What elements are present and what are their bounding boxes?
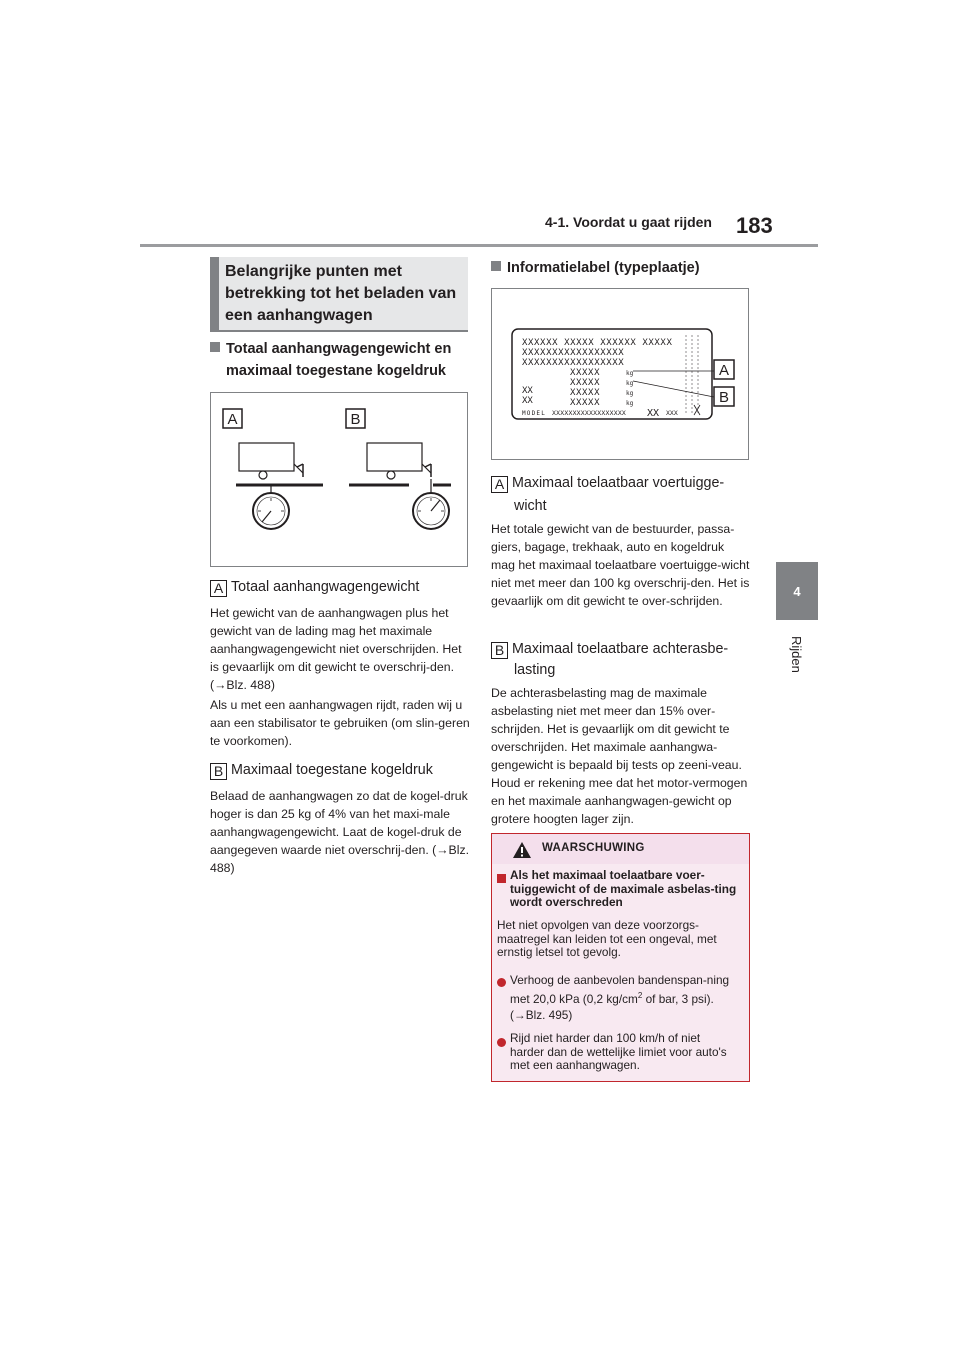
right-heading-text: Informatielabel (typeplaatje) bbox=[507, 260, 700, 276]
plate-kg-unit-3: kg bbox=[626, 390, 634, 397]
bullet-dot-icon bbox=[497, 1038, 506, 1047]
left-item-b-title: Maximaal toegestane kogeldruk bbox=[231, 762, 433, 778]
section-title: Belangrijke punten met betrekking tot het beladen van een aanhangwagen bbox=[225, 263, 457, 324]
plate-model-tail: XXX bbox=[666, 409, 678, 417]
info-label-figure bbox=[491, 288, 749, 460]
plate-row-1: XXXXXX XXXXX XXXXXX XXXXX bbox=[522, 338, 673, 348]
trailer-weight-figure bbox=[210, 392, 468, 567]
warning-body bbox=[492, 864, 749, 1081]
warning-bullet-1-text-b: of bar, 3 psi). (→Blz. 495) bbox=[510, 991, 714, 1022]
item-label-a: A bbox=[491, 476, 508, 493]
left-item-b-text: Belaad de aanhangwagen zo dat de kogel-druk hoger is dan 25 kg of 4% van het maxi-male aanhangwagengewicht. Laat de kogel-druk de aangegeven waarde niet overschrij-den. (→Blz. 488) bbox=[210, 789, 470, 875]
plate-left-code-2: XX bbox=[522, 396, 533, 406]
figure-label-b: B bbox=[350, 411, 361, 428]
warning-bullet-2 bbox=[497, 1032, 737, 1073]
left-item-b-title-row bbox=[210, 759, 472, 781]
left-item-a-title: Totaal aanhangwagengewicht bbox=[231, 579, 420, 595]
warning-heading: Als het maximaal toelaatbare voer-tuiggewicht of de maximale asbelas-ting wordt overschreden bbox=[510, 868, 737, 909]
right-item-b-text: De achterasbelasting mag de maximale asbelasting niet met meer dan 15% over-schrijden. Het is gevaarlijk om dit gewicht te overschrijden. Het maximale aanhangwa-gengewicht is bepaald bij tests op zeeni-veau. Houd er rekening mee dat het motor-vermogen en het maximale aanhangwagen-gewicht op grotere hoogten lager zijn. bbox=[491, 686, 748, 826]
chapter-tab bbox=[776, 562, 818, 620]
type-plate-diagram bbox=[492, 289, 748, 459]
plate-kg-unit-1: kg bbox=[626, 370, 634, 377]
right-item-b-title-line2: lasting bbox=[514, 662, 556, 678]
plate-kg-unit-4: kg bbox=[626, 400, 634, 407]
warning-box bbox=[491, 833, 750, 1082]
warning-title: WAARSCHUWING bbox=[542, 842, 645, 854]
plate-kg-unit-2: kg bbox=[626, 380, 634, 387]
plate-row-3: XXXXXXXXXXXXXXXXX bbox=[522, 358, 625, 368]
right-item-a-title-line1: Maximaal toelaatbaar voertuigge- bbox=[512, 475, 725, 491]
header-rule bbox=[140, 244, 818, 247]
item-label-b: B bbox=[210, 763, 227, 780]
plate-kg-row-3: XXXXX bbox=[570, 388, 601, 398]
right-item-a-title-line2: wicht bbox=[514, 498, 547, 514]
running-header-section: 4-1. Voordat u gaat rijden bbox=[545, 214, 712, 230]
left-heading bbox=[210, 338, 472, 382]
section-title-underline bbox=[210, 330, 468, 332]
plate-kg-row-2: XXXXX bbox=[570, 378, 601, 388]
chapter-label-container bbox=[778, 636, 818, 706]
chapter-label: Rijden bbox=[789, 636, 804, 673]
plate-kg-row-1: XXXXX bbox=[570, 368, 601, 378]
section-title-box bbox=[210, 257, 468, 331]
trailer-b-drawing bbox=[349, 443, 451, 529]
plate-row-2: XXXXXXXXXXXXXXXXX bbox=[522, 348, 625, 358]
chapter-number: 4 bbox=[793, 584, 801, 599]
right-item-a-title-row bbox=[491, 472, 753, 494]
left-item-a-note: Als u met een aanhangwagen rijdt, raden wij u aan een stabilisator te gebruiken (om slin-geren te voorkomen). bbox=[210, 698, 470, 748]
left-item-a-title-row bbox=[210, 576, 472, 598]
warning-heading-row bbox=[497, 869, 737, 910]
right-item-b-title-line1: Maximaal toelaatbare achterasbe- bbox=[512, 641, 729, 657]
bullet-dot-icon bbox=[497, 978, 506, 987]
trailer-diagram bbox=[211, 393, 467, 566]
page-number: 183 bbox=[736, 213, 773, 238]
warning-square-icon bbox=[497, 874, 506, 883]
warning-triangle-icon bbox=[512, 841, 532, 859]
figure-label-a: A bbox=[227, 411, 238, 428]
plate-model-value: XXXXXXXXXXXXXXXXXX bbox=[552, 409, 627, 417]
plate-kg-row-4: XXXXX bbox=[570, 398, 601, 408]
plate-model-code: XX bbox=[647, 408, 660, 419]
trailer-a-drawing bbox=[236, 443, 323, 529]
square-bullet-icon bbox=[491, 261, 501, 271]
warning-header bbox=[492, 834, 749, 864]
left-item-a-text: Het gewicht van de aanhangwagen plus het gewicht van de lading mag het maximale aanhangwagengewicht niet overschrijden. Het is gevaarlijk om dit gewicht te overschrij-den. (→Blz. 488) bbox=[210, 606, 462, 692]
left-heading-text: Totaal aanhangwagengewicht en maximaal toegestane kogeldruk bbox=[226, 341, 452, 379]
warning-bullet-1 bbox=[497, 972, 737, 1023]
warning-bullet-2-text: Rijd niet harder dan 100 km/h of niet harder dan de wettelijke limiet voor auto's met een aanhangwagen. bbox=[510, 1031, 727, 1072]
callout-a: A bbox=[718, 362, 730, 379]
item-label-a: A bbox=[210, 580, 227, 597]
right-item-b-title-row bbox=[491, 638, 753, 660]
warning-intro: Het niet opvolgen van deze voorzorgs-maatregel kan leiden tot een ongeval, met ernstig letsel tot gevolg. bbox=[497, 918, 717, 959]
warning-bullet-1-text-a: Verhoog de aanbevolen bandenspan-ning met 20,0 kPa (0,2 kg/cm bbox=[510, 973, 730, 1006]
right-item-a-text: Het totale gewicht van de bestuurder, passa-giers, bagage, trekhaak, auto en kogeldruk mag het maximaal toelaatbare voertuigge-wicht niet met meer dan 100 kg overschrij-den. Het is gevaarlijk om dit gewicht te over-schrijden. bbox=[491, 522, 750, 608]
square-bullet-icon bbox=[210, 342, 220, 352]
callout-b: B bbox=[718, 389, 730, 406]
plate-left-code-1: XX bbox=[522, 386, 533, 396]
right-heading bbox=[491, 257, 753, 279]
plate-model-label: MODEL bbox=[522, 410, 547, 417]
item-label-b: B bbox=[491, 642, 508, 659]
warning-bullet-1-sup: 2 bbox=[637, 991, 643, 1000]
